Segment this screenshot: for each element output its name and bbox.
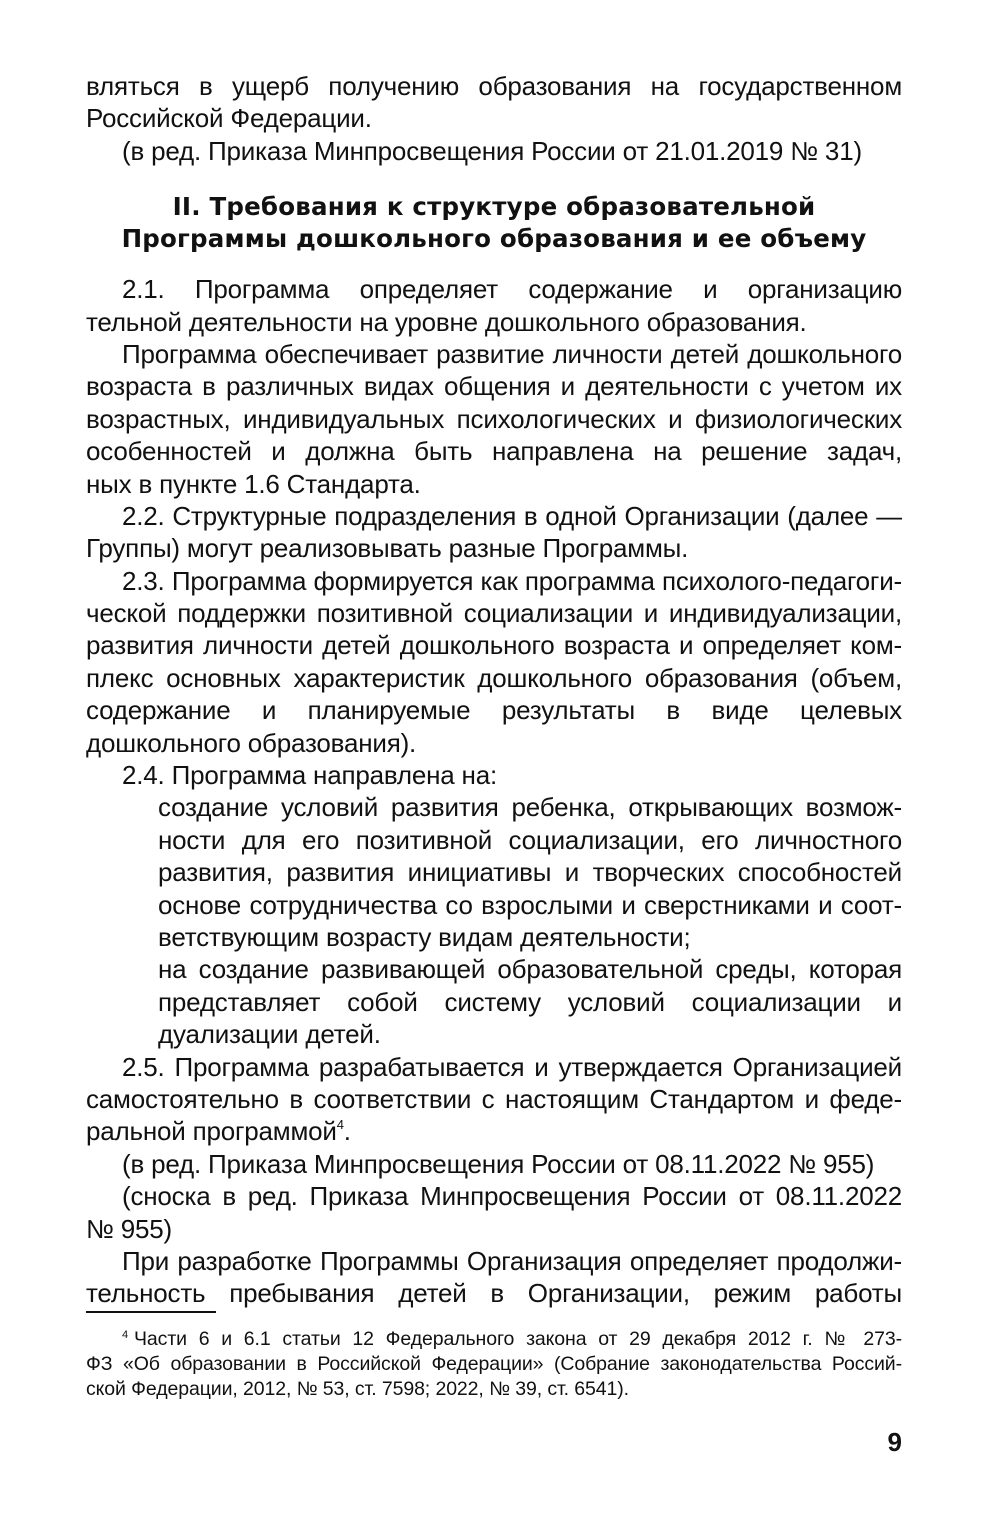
closing-paragraph — [86, 1245, 902, 1310]
amendment-note: (в ред. Приказа Минпросвещения России от 08.11.2022 № 955) — [122, 1148, 875, 1179]
text-line: плекс основных характеристик дошкольного образования (объем, — [86, 662, 902, 693]
text-line: вляться в ущерб получению образования на государственном — [86, 71, 902, 101]
text-line: 2.2. Структурные подразделения в одной Организации (далее — — [122, 500, 902, 531]
text-line: дуализации детей. — [158, 1019, 381, 1050]
text-line: развития, развития инициативы и творческих способностей — [158, 857, 902, 888]
text-line: 2.3. Программа формируется как программа психолого-педагоги- — [122, 565, 902, 596]
intro-paragraph — [86, 70, 902, 167]
text-fragment: Части 6 и 6.1 статьи 12 Федерального закона от 29 декабря 2012 г. № 273- — [134, 1328, 902, 1350]
text-line: Программа обеспечивает развитие личности детей дошкольного — [122, 338, 902, 369]
clause-2-1-continued — [86, 338, 902, 500]
text-line: При разработке Программы Организация определяет продолжи- — [122, 1245, 902, 1276]
footnote-mark: 4 — [122, 1329, 129, 1341]
text-line: ных в пункте 1.6 Стандарта. — [86, 468, 421, 499]
text-line: 2.1. Программа определяет содержание и организацию — [122, 274, 902, 305]
text-line: тельной деятельности на уровне дошкольного образования. — [86, 306, 807, 337]
text-line: на создание развивающей образовательной среды, которая — [158, 954, 902, 985]
text-line — [86, 1115, 902, 1147]
text-line: Российской Федерации. — [86, 103, 372, 134]
footnote-line — [86, 1327, 902, 1352]
footnote-line: ФЗ «Об образовании в Российской Федерации» (Собрание законодательства Россий- — [86, 1353, 902, 1375]
clause-2-2 — [86, 500, 902, 565]
amendment-note: (в ред. Приказа Минпросвещения России от 21.01.2019 № 31) — [122, 135, 862, 166]
text-line: 2.4. Программа направлена на: — [122, 760, 497, 791]
text-line: создание условий развития ребенка, открывающих возмож- — [158, 792, 902, 823]
text-line: дошкольного образования). — [86, 727, 417, 758]
amendment-note: № 955) — [86, 1213, 172, 1244]
section-heading — [86, 191, 902, 255]
clause-2-1 — [86, 273, 902, 338]
text-fragment: ральной программой — [86, 1116, 337, 1147]
text-line: возрастных, индивидуальных психологических и физиологических — [86, 403, 902, 434]
text-line: особенностей и должна быть направлена на решение задач, — [86, 436, 902, 467]
text-line: ческой поддержки позитивной социализации и индивидуализации, — [86, 598, 902, 629]
page-number: 9 — [887, 1427, 902, 1457]
amendment-note: (сноска в ред. Приказа Минпросвещения России от 08.11.2022 — [122, 1181, 902, 1212]
text-line: ности для его позитивной социализации, его личностного — [158, 824, 902, 855]
clause-2-5 — [86, 1051, 902, 1245]
footnote-line: ской Федерации, 2012, № 53, ст. 7598; 2022, № 39, ст. 6541). — [86, 1378, 629, 1400]
clause-2-4 — [86, 759, 902, 1051]
text-line: тельность пребывания детей в Организации, режим работы — [86, 1278, 902, 1309]
text-line: самостоятельно в соответствии с настоящим Стандартом и феде- — [86, 1083, 902, 1114]
text-line: 2.5. Программа разрабатывается и утверждается Организацией — [122, 1051, 902, 1082]
text-line: Группы) могут реализовывать разные Программы. — [86, 533, 689, 564]
footnote-reference[interactable]: 4 — [336, 1117, 344, 1133]
heading-line: Программы дошкольного образования и ее объему — [121, 224, 867, 254]
page-body — [86, 70, 902, 1310]
text-line: развития личности детей дошкольного возраста и определяет ком- — [86, 630, 902, 661]
text-line: возраста в различных видах общения и деятельности с учетом их — [86, 371, 902, 402]
text-line: представляет собой систему условий социализации и — [158, 986, 902, 1017]
footnote — [86, 1327, 902, 1402]
text-line: ветствующим возрасту видам деятельности; — [158, 921, 691, 952]
footnote-divider — [86, 1311, 216, 1313]
clause-2-3 — [86, 565, 902, 759]
text-line: содержание и планируемые результаты в виде целевых — [86, 695, 902, 726]
text-fragment: . — [343, 1116, 351, 1147]
text-line: основе сотрудничества со взрослыми и сверстниками и соот- — [158, 889, 902, 920]
heading-line: II. Требования к структуре образовательной — [172, 192, 816, 222]
list-item — [86, 791, 902, 953]
list-item — [86, 953, 902, 1050]
